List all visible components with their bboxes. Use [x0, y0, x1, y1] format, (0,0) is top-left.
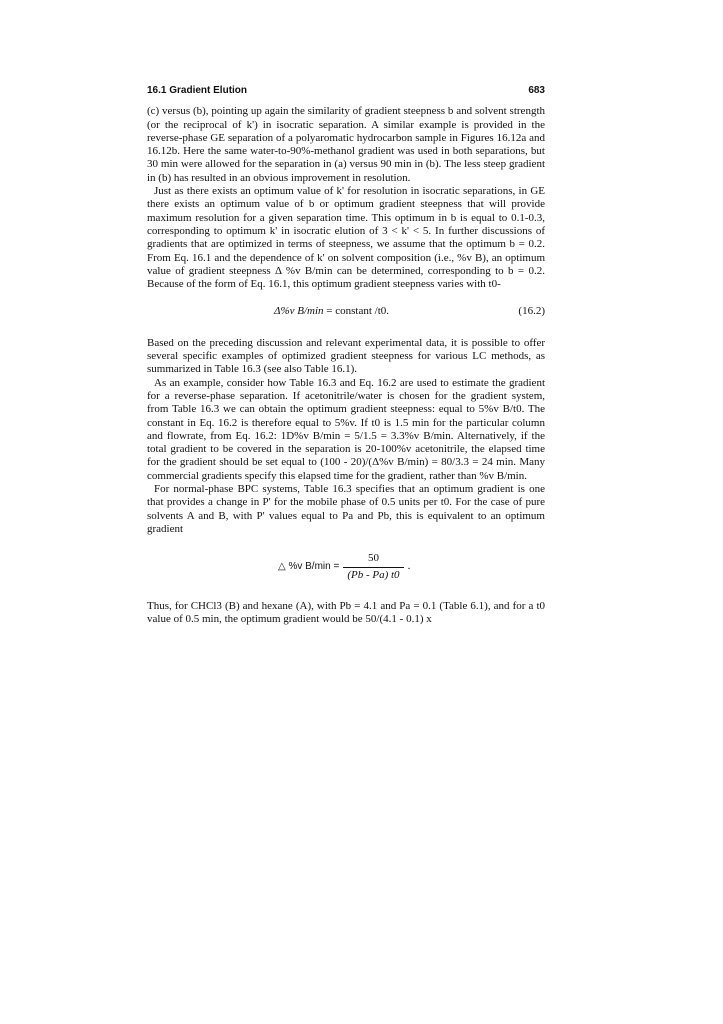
paragraph-2: Just as there exists an optimum value of k' for resolution in isocratic separations, in GE there exists an optimum value of b or optimum gradient steepness that will provide maximum resolution for a given separation time. This optimum in b is equal to 0.1-0.3, corresponding to optimum k' in isocratic elution of 3 < k' < 5. In further discussions of gradients that are optimized in terms of steepness, we assume that the optimum b = 0.2. From Eq. 16.1 and the dependence of k' on solvent composition (i.e., %v B), an optimum value of gradient steepness Δ %v B/min can be determined, corresponding to b = 0.2. Because of the form of Eq. 16.1, this optimum gradient steepness varies with t0-: [147, 185, 545, 291]
fraction-denominator: (Pb - Pa) t0: [343, 567, 403, 582]
equation-number: (16.2): [518, 305, 545, 318]
running-header: [147, 84, 545, 97]
equation-16-2-body: [274, 305, 389, 318]
paragraph-5: For normal-phase BPC systems, Table 16.3 specifies that an optimum gradient is one that provides a change in P' for the mobile phase of 0.5 units per t0. For the case of pure solvents A and B, with P' values equal to Pa and Pb, this is equivalent to an optimum gradient: [147, 483, 545, 535]
section-title: 16.1 Gradient Elution: [147, 85, 248, 96]
paragraph-6: Thus, for CHCl3 (B) and hexane (A), with Pb = 4.1 and Pa = 0.1 (Table 6.1), and for a t0 value of 0.5 min, the optimum gradient would be 50/(4.1 - 0.1) x: [147, 599, 545, 626]
fraction-numerator: 50: [367, 552, 379, 565]
paragraph-4: As an example, consider how Table 16.3 and Eq. 16.2 are used to estimate the gradient for a reverse-phase separation. If acetonitrile/water is chosen for the gradient system, from Table 16.3 we can obtain the optimum gradient steepness: equal to 5%v B/t0. The constant in Eq. 16.2 is therefore equal to 5%v. If t0 is 1.5 min for the particular column and flowrate, from Eq. 16.2: 1D%v B/min = 5/1.5 = 3.3%v B/min. Alternatively, if the total gradient to be covered in the separation is 20-100%v acetonitrile, the elapsed time for the gradient should be set equal to (100 - 20)/(Δ%v B/min) = 80/3.3 = 24 min. Many commercial gradients specify this elapsed time for the gradient, rather than %v B/min.: [147, 376, 545, 482]
paragraph-3: Based on the preceding discussion and relevant experimental data, it is possible to offer several specific examples of optimized gradient steepness for various LC methods, as summarized in Table 16.3 (see also Table 16.1).: [147, 336, 545, 376]
optimum-gradient-equation: [147, 552, 545, 582]
equation-lhs: △ %v B/min =: [278, 561, 340, 573]
page-number: 683: [528, 85, 545, 96]
equation-16-2-lhs: Δ%v B/min: [274, 305, 324, 318]
equation-trailing: .: [407, 560, 411, 573]
equation-16-2-rhs: = constant /t0.: [326, 305, 390, 318]
equation-16-2: [147, 305, 545, 318]
book-page: [147, 84, 545, 626]
equation-fraction: [343, 552, 403, 582]
paragraph-1: (c) versus (b), pointing up again the similarity of gradient steepness b and solvent strength (or the reciprocal of k') in isocratic separation. A similar example is provided in the reverse-phase GE separation of a polyaromatic hydrocarbon sample in Figures 16.12a and 16.12b. Here the same water-to-90%-methanol gradient was used in both separations, but 30 min were allowed for the separation in (a) versus 90 min in (b). The less steep gradient in (b) has resulted in an obvious improvement in resolution.: [147, 105, 545, 184]
